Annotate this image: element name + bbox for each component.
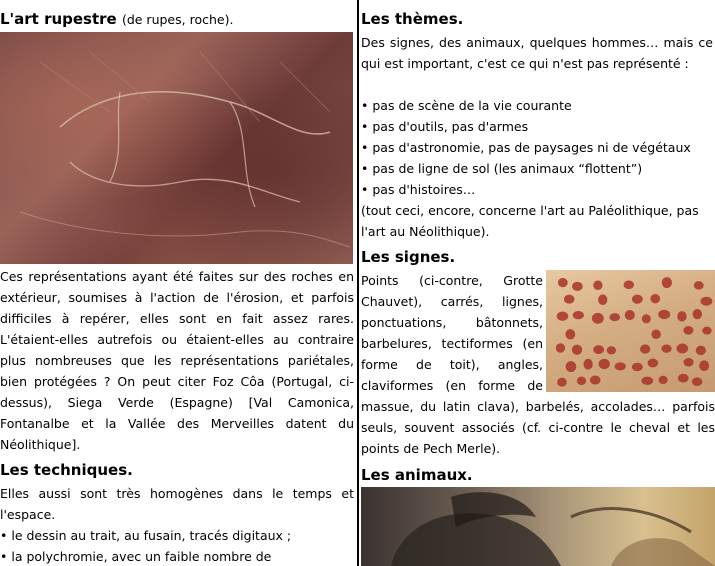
- ochre-dot: [625, 310, 635, 320]
- left-column: [0, 0, 354, 566]
- ochre-dot: [632, 295, 643, 304]
- ochre-dot: [557, 312, 569, 321]
- ochre-dot: [572, 282, 583, 291]
- ochre-dot: [692, 377, 702, 386]
- ochre-dot: [641, 377, 653, 385]
- ochre-dot: [648, 359, 659, 368]
- techniques-intro: Elles aussi sont très homogènes dans le temps et l'espace.: [0, 486, 354, 522]
- themes-item: • pas de scène de la vie courante: [361, 95, 715, 116]
- ochre-dot: [696, 346, 706, 355]
- ochre-dot: [609, 313, 620, 321]
- ochre-dot: [683, 326, 693, 335]
- ochre-dot: [662, 277, 672, 288]
- ochre-dot: [607, 346, 616, 354]
- ochre-dot: [642, 314, 651, 323]
- themes-note: (tout ceci, encore, concerne l'art au Paléolithique, pas l'art au Néolithique).: [361, 203, 699, 239]
- techniques-list: [0, 525, 354, 566]
- ochre-dot: [565, 329, 575, 339]
- ochre-dot: [593, 281, 602, 290]
- signes-block: [361, 270, 715, 459]
- ochre-dot: [659, 376, 668, 384]
- ochre-dot: [564, 295, 575, 304]
- ochre-dot: [592, 313, 604, 324]
- ochre-dot: [615, 362, 626, 370]
- signes-text: Points (ci-contre, Grotte Chauvet), carrés, lignes, ponctuations, bâtonnets, barbelures, tectiformes (en forme de toit), angles, claviformes (en forme de massue, du latin clava), barbelés, accolades… parfois seuls, souvent associés (cf. ci-contre le cheval et les points de Pech Merle).: [361, 273, 715, 456]
- ochre-dot: [650, 294, 660, 303]
- themes-item: • pas d'histoires…: [361, 179, 715, 200]
- ochre-dot: [700, 297, 712, 306]
- ochre-dot: [699, 360, 709, 371]
- ochre-dot: [573, 311, 584, 319]
- techniques-item: • la polychromie, avec un faible nombre de: [0, 546, 354, 566]
- ochre-dot: [702, 327, 711, 335]
- ochre-dot: [577, 377, 586, 385]
- themes-intro: Des signes, des animaux, quelques hommes… mais ce qui est important, c'est ce qui n'est pas représenté :: [361, 35, 713, 71]
- rock-art-title: L'art rupestre (de rupes, roche).: [0, 10, 234, 28]
- ochre-dot: [599, 359, 610, 369]
- ochre-dot: [556, 343, 565, 352]
- ochre-dot: [658, 310, 670, 319]
- ochre-dot: [661, 344, 671, 352]
- ochre-dot: [572, 345, 582, 355]
- column-divider: [357, 0, 359, 566]
- ochre-dot: [598, 294, 607, 305]
- animals-cave-image: [361, 487, 715, 566]
- themes-list: [361, 95, 715, 200]
- ochre-dot: [683, 358, 693, 367]
- signes-title: Les signes.: [361, 248, 456, 266]
- techniques-item: • le dessin au trait, au fusain, tracés digitaux ;: [0, 525, 354, 546]
- themes-title: Les thèmes.: [361, 10, 464, 28]
- ochre-dot: [584, 359, 593, 370]
- themes-item: • pas d'outils, pas d'armes: [361, 116, 715, 137]
- dots-cave-image: [546, 270, 715, 392]
- ochre-dot: [677, 311, 686, 321]
- ochre-dot: [632, 363, 643, 371]
- rock-engraving-image: [0, 32, 353, 264]
- ochre-dot: [590, 376, 601, 385]
- ochre-dot: [558, 278, 568, 287]
- ochre-dot: [640, 344, 650, 353]
- ochre-dot: [694, 281, 704, 290]
- ochre-dot: [693, 309, 702, 319]
- ochre-dot: [593, 345, 604, 354]
- themes-item: • pas de ligne de sol (les animaux “flottent”): [361, 158, 715, 179]
- ochre-dot: [566, 361, 577, 372]
- themes-item: • pas d'astronomie, pas de paysages ni de végétaux: [361, 137, 715, 158]
- right-column: [361, 0, 715, 566]
- techniques-title: Les techniques.: [0, 461, 133, 479]
- ochre-dot: [557, 378, 567, 387]
- animaux-title: Les animaux.: [361, 466, 473, 484]
- ochre-dot: [676, 343, 688, 353]
- ochre-dot: [651, 329, 660, 338]
- ochre-dot: [678, 374, 689, 383]
- rock-art-paragraph: Ces représentations ayant été faites sur des roches en extérieur, soumises à l'action de l'érosion, et parfois difficiles à repérer, elles sont en fait assez rares. L'étaient-elles autrefois ou étaient-elles au contraire plus nombreuses que les représentations pariétales, bien protégées ? On peut citer Foz Côa (Portugal, ci-dessus), Siega Verde (Espagne) [Val Camonica, Fontanalbe et la Vallée des Merveilles datent du Néolithique].: [0, 269, 354, 452]
- ochre-dot: [624, 281, 634, 290]
